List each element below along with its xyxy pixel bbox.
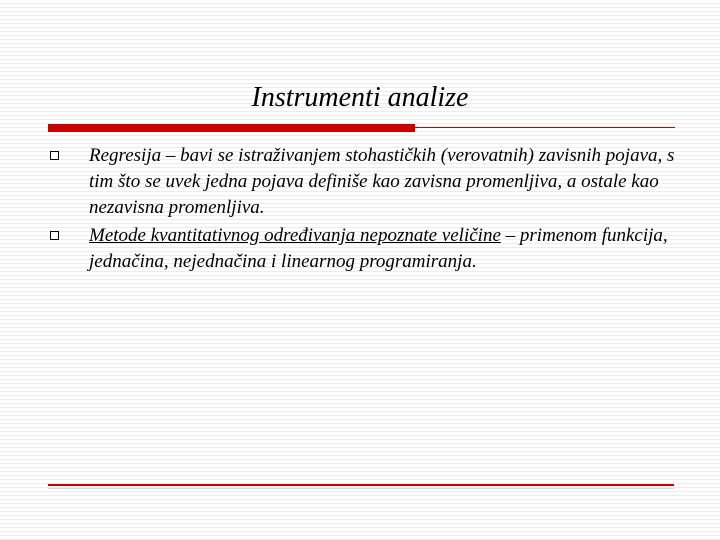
bullet-text: Regresija – bavi se istraživanjem stohastičkih (verovatnih) zavisnih pojava, s tim što se uvek jedna pojava definiše kao zavisna promenljiva, a ostale kao nezavisna promenljiva. xyxy=(89,145,675,218)
slide-title: Instrumenti analize xyxy=(251,82,469,113)
bullet-item-metode xyxy=(0,223,720,275)
bullet-text: – primenom funkcija, jednačina, nejednačina i linearnog programiranja. xyxy=(89,225,668,272)
bullet-item-regresija xyxy=(0,143,720,221)
title-underline-accent xyxy=(48,124,415,132)
footer-divider xyxy=(48,484,674,486)
bullet-link[interactable]: Metode kvantitativnog određivanja nepoznate veličine xyxy=(89,225,501,246)
footer-divider-thin xyxy=(48,488,674,489)
bullet-list xyxy=(0,143,720,275)
hollow-square-bullet-icon xyxy=(50,231,59,240)
title-underline-thin xyxy=(415,127,675,128)
hollow-square-bullet-icon xyxy=(50,151,59,160)
